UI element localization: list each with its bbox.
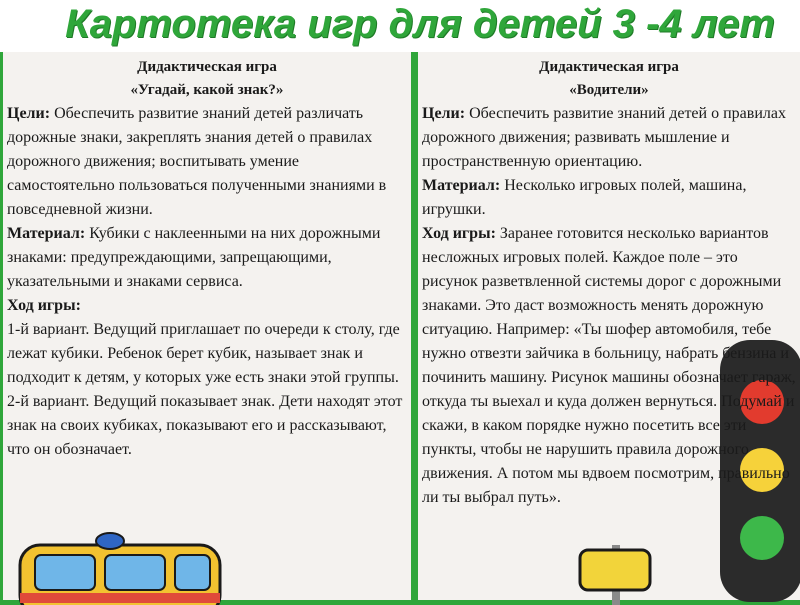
left-material [7,222,407,294]
page-title: Картотека игр для детей 3 -4 лет [65,2,775,46]
right-card-text [422,56,796,510]
left-material-text: Кубики с наклеенными на них дорожными знаками: предупреждающими, запрещающими, указательными и знаками сервиса. [7,225,381,290]
left-variant2: 2-й вариант. Ведущий показывает знак. Дети находят этот знак на своих кубиках, показывают его и рассказывают, что он обозначает. [7,393,403,458]
right-goals-label: Цели: [422,105,466,122]
left-goals-label: Цели: [7,105,51,122]
right-goals [422,102,796,174]
left-game-label: Ход игры: [7,297,81,314]
left-variant1: 1-й вариант. Ведущий приглашает по очереди к столу, где лежат кубики. Ребенок берет кубик, называет знак и подходит к детям, у которых уже есть знаки этой группы. [7,321,400,386]
right-goals-text: Обеспечить развитие знаний детей о правилах дорожного движения; развивать мышление и пространственную ориентацию. [422,105,786,170]
left-heading-line2: «Угадай, какой знак?» [130,82,284,98]
right-game-label: Ход игры: [422,225,496,242]
right-heading-line1: Дидактическая игра [539,59,679,75]
right-material [422,174,796,222]
right-heading-line2: «Водители» [569,82,649,98]
left-goals [7,102,407,222]
right-game-text: Заранее готовится несколько вариантов несложных игровых полей. Каждое поле – это рисунок разветвленной системы дорог с дорожными знаками. Это даст возможность менять дорожную ситуацию. Например: «Ты шофер автомобиля, тебе нужно отвезти зайчика в больницу, набрать бензина и починить машину. Рисунок машины обозначает гараж, откуда ты выехал и куда должен вернуться. Подумай и скажи, в каком порядке нужно посетить все эти пункты, чтобы не нарушить правила дорожного движения. А потом мы вдвоем посмотрим, правильно ли ты выбрал путь». [422,225,796,506]
road-sign-icon [560,520,680,605]
left-card-text [7,56,407,462]
right-material-label: Материал: [422,177,501,194]
left-goals-text: Обеспечить развитие знаний детей различать дорожные знаки, закреплять знания детей о правилах дорожного движения; воспитывать умение самостоятельно пользоваться полученными знаниями в повседневной жизни. [7,105,387,218]
left-heading-line1: Дидактическая игра [137,59,277,75]
right-game [422,222,796,510]
bus-icon [0,515,260,605]
left-material-label: Материал: [7,225,86,242]
right-material-text: Несколько игровых полей, машина, игрушки. [422,177,747,218]
